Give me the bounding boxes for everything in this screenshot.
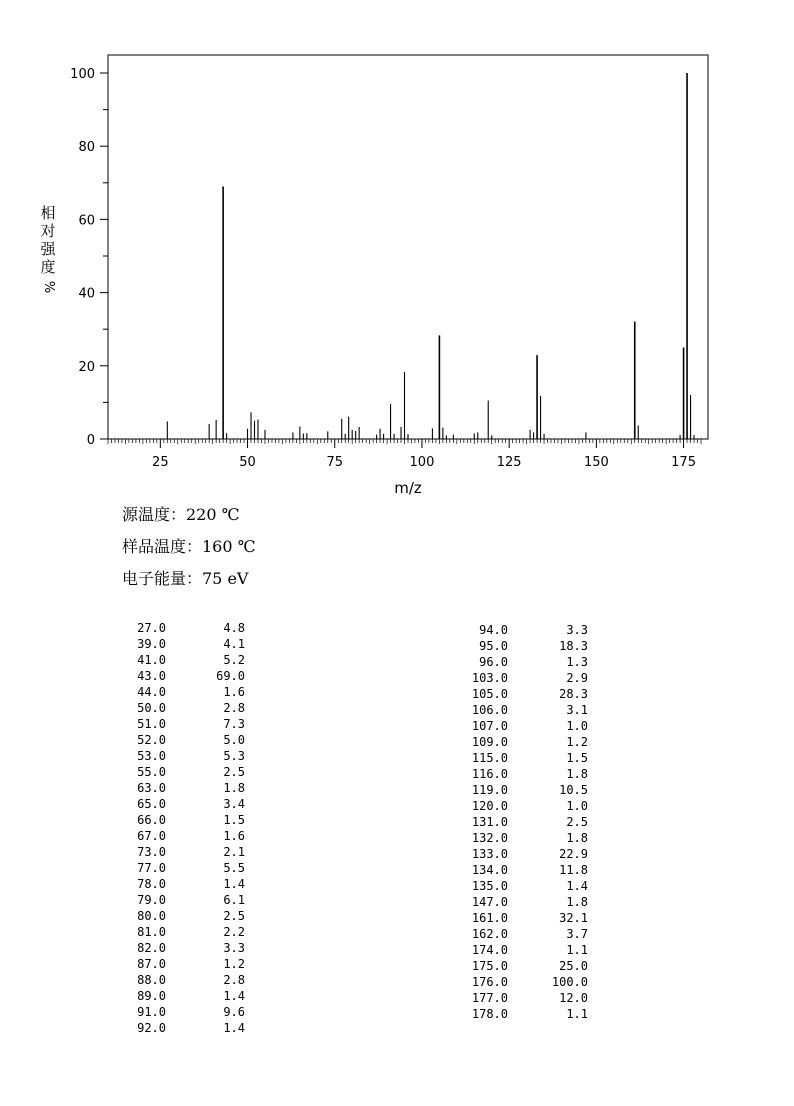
table-row <box>0 942 794 958</box>
mz-value: 79.0 <box>137 893 166 907</box>
mz-value: 177.0 <box>471 991 508 1005</box>
intensity-value: 3.3 <box>566 623 588 637</box>
intensity-value: 1.6 <box>223 685 245 699</box>
intensity-value: 1.4 <box>223 877 245 891</box>
intensity-value: 5.2 <box>223 653 245 667</box>
intensity-value: 4.8 <box>223 621 245 635</box>
y-tick-label: 80 <box>78 140 95 156</box>
mz-value: 89.0 <box>137 989 166 1003</box>
mz-value: 27.0 <box>137 621 166 635</box>
table-row <box>0 1020 794 1036</box>
mz-value: 73.0 <box>137 845 166 859</box>
table-row <box>0 926 794 942</box>
y-tick-label: 100 <box>70 67 95 82</box>
x-tick-label: 125 <box>496 455 522 470</box>
table-row <box>0 670 794 686</box>
table-row <box>0 798 794 814</box>
intensity-value: 1.5 <box>566 751 588 765</box>
source-temperature: 源温度：220 ℃ <box>122 505 240 524</box>
intensity-value: 25.0 <box>559 959 588 973</box>
mz-value: 44.0 <box>137 685 166 699</box>
table-row <box>0 910 794 926</box>
table-row <box>0 862 794 878</box>
intensity-value: 2.5 <box>566 815 588 829</box>
intensity-value: 1.8 <box>566 895 588 909</box>
intensity-value: 1.8 <box>223 781 245 795</box>
mz-value: 82.0 <box>137 941 166 955</box>
mz-value: 131.0 <box>471 815 508 829</box>
intensity-value: 5.3 <box>223 749 245 763</box>
table-row <box>0 766 794 782</box>
intensity-value: 2.5 <box>223 765 245 779</box>
y-axis-label-char: 度 <box>40 258 56 276</box>
table-row <box>0 638 794 654</box>
table-row <box>0 686 794 702</box>
x-tick-label: 75 <box>326 455 344 470</box>
mz-value: 78.0 <box>137 877 166 891</box>
intensity-value: 2.9 <box>566 671 588 685</box>
mz-value: 50.0 <box>137 701 166 715</box>
mz-value: 80.0 <box>137 909 166 923</box>
y-tick-label: 0 <box>86 433 95 448</box>
intensity-value: 1.0 <box>566 799 588 813</box>
mz-value: 96.0 <box>479 655 508 669</box>
table-row <box>0 894 794 910</box>
intensity-value: 5.5 <box>223 861 245 875</box>
mz-value: 65.0 <box>137 797 166 811</box>
intensity-value: 3.4 <box>223 797 245 811</box>
intensity-value: 1.1 <box>566 1007 588 1021</box>
table-row <box>0 622 794 638</box>
table-row <box>0 782 794 798</box>
mz-value: 52.0 <box>137 733 166 747</box>
intensity-value: 32.1 <box>559 911 588 925</box>
table-row <box>0 958 794 974</box>
table-row <box>0 1006 794 1022</box>
x-axis-label: m/z <box>394 479 422 497</box>
intensity-value: 5.0 <box>223 733 245 747</box>
mz-value: 91.0 <box>137 1005 166 1019</box>
table-row <box>0 830 794 846</box>
intensity-value: 1.4 <box>223 989 245 1003</box>
intensity-value: 1.5 <box>223 813 245 827</box>
x-minor-ticks <box>108 439 701 444</box>
y-tick-label: 20 <box>78 359 95 375</box>
intensity-value: 2.5 <box>223 909 245 923</box>
mz-value: 174.0 <box>471 943 508 957</box>
intensity-value: 10.5 <box>559 783 588 797</box>
table-row <box>0 974 794 990</box>
intensity-value: 100.0 <box>551 975 588 989</box>
plot-frame <box>108 55 708 439</box>
intensity-value: 28.3 <box>559 687 588 701</box>
x-major-ticks <box>152 439 696 470</box>
mz-value: 51.0 <box>137 717 166 731</box>
intensity-value: 3.3 <box>223 941 245 955</box>
y-axis-label-char: 对 <box>40 222 56 240</box>
y-axis-label-char: 相 <box>40 204 56 222</box>
mz-value: 43.0 <box>137 669 166 683</box>
mz-value: 107.0 <box>471 719 508 733</box>
x-tick-label: 25 <box>152 455 169 470</box>
mz-value: 147.0 <box>471 895 508 909</box>
y-axis-label-text <box>36 204 60 276</box>
mz-value: 178.0 <box>471 1007 508 1021</box>
intensity-value: 4.1 <box>223 637 245 651</box>
peak-bars <box>167 73 694 439</box>
y-axis-label <box>36 204 60 296</box>
mz-value: 176.0 <box>471 975 508 989</box>
sample-temperature: 样品温度：160 ℃ <box>122 537 256 556</box>
intensity-value: 11.8 <box>559 863 588 877</box>
table-row <box>0 990 794 1006</box>
x-tick-label: 100 <box>409 455 435 470</box>
mz-value: 103.0 <box>471 671 508 685</box>
mz-value: 39.0 <box>137 637 166 651</box>
mz-value: 94.0 <box>479 623 508 637</box>
acquisition-conditions <box>122 504 256 600</box>
mz-value: 175.0 <box>471 959 508 973</box>
intensity-value: 2.2 <box>223 925 245 939</box>
intensity-value: 1.2 <box>566 735 588 749</box>
intensity-value: 1.3 <box>566 655 588 669</box>
table-row <box>0 878 794 894</box>
table-row <box>0 846 794 862</box>
table-row <box>0 814 794 830</box>
mz-value: 133.0 <box>471 847 508 861</box>
table-row <box>0 718 794 734</box>
table-row <box>0 734 794 750</box>
mz-value: 109.0 <box>471 735 508 749</box>
intensity-value: 1.4 <box>223 1021 245 1035</box>
x-tick-label: 175 <box>671 455 696 470</box>
intensity-value: 69.0 <box>216 669 245 683</box>
mz-value: 162.0 <box>471 927 508 941</box>
mz-value: 95.0 <box>479 639 508 653</box>
intensity-value: 22.9 <box>559 847 588 861</box>
intensity-value: 6.1 <box>223 893 245 907</box>
mz-value: 119.0 <box>471 783 508 797</box>
electron-energy: 电子能量：75 eV <box>122 569 249 588</box>
intensity-value: 12.0 <box>559 991 588 1005</box>
y-axis-unit: % <box>41 280 56 294</box>
x-tick-label: 150 <box>583 455 609 470</box>
mass-spectrum-chart <box>0 0 794 500</box>
intensity-value: 18.3 <box>559 639 588 653</box>
y-ticks <box>70 67 108 448</box>
table-row <box>0 702 794 718</box>
intensity-value: 1.6 <box>223 829 245 843</box>
intensity-value: 1.0 <box>566 719 588 733</box>
y-tick-label: 40 <box>78 286 95 302</box>
intensity-value: 1.8 <box>566 831 588 845</box>
intensity-value: 2.1 <box>223 845 245 859</box>
intensity-value: 1.8 <box>566 767 588 781</box>
mz-value: 120.0 <box>471 799 508 813</box>
intensity-value: 7.3 <box>223 717 245 731</box>
intensity-value: 3.7 <box>566 927 588 941</box>
mz-value: 41.0 <box>137 653 166 667</box>
mz-value: 135.0 <box>471 879 508 893</box>
mz-value: 81.0 <box>137 925 166 939</box>
mz-value: 63.0 <box>137 781 166 795</box>
intensity-value: 1.1 <box>566 943 588 957</box>
y-axis-label-char: 强 <box>40 240 56 258</box>
mz-value: 55.0 <box>137 765 166 779</box>
table-row <box>0 750 794 766</box>
mz-value: 132.0 <box>471 831 508 845</box>
mz-value: 115.0 <box>471 751 508 765</box>
intensity-value: 1.4 <box>566 879 588 893</box>
mz-value: 87.0 <box>137 957 166 971</box>
y-tick-label: 60 <box>78 213 95 229</box>
mz-value: 106.0 <box>471 703 508 717</box>
intensity-value: 2.8 <box>223 973 245 987</box>
mz-value: 105.0 <box>471 687 508 701</box>
x-tick-label: 50 <box>239 455 256 470</box>
mz-value: 77.0 <box>137 861 166 875</box>
intensity-value: 2.8 <box>223 701 245 715</box>
mz-value: 67.0 <box>137 829 166 843</box>
mz-value: 53.0 <box>137 749 166 763</box>
intensity-value: 3.1 <box>566 703 588 717</box>
intensity-value: 9.6 <box>223 1005 245 1019</box>
mz-value: 66.0 <box>137 813 166 827</box>
mz-value: 88.0 <box>137 973 166 987</box>
intensity-value: 1.2 <box>223 957 245 971</box>
mz-value: 116.0 <box>471 767 508 781</box>
mz-value: 161.0 <box>471 911 508 925</box>
mz-value: 92.0 <box>137 1021 166 1035</box>
mz-value: 134.0 <box>471 863 508 877</box>
table-row <box>0 654 794 670</box>
